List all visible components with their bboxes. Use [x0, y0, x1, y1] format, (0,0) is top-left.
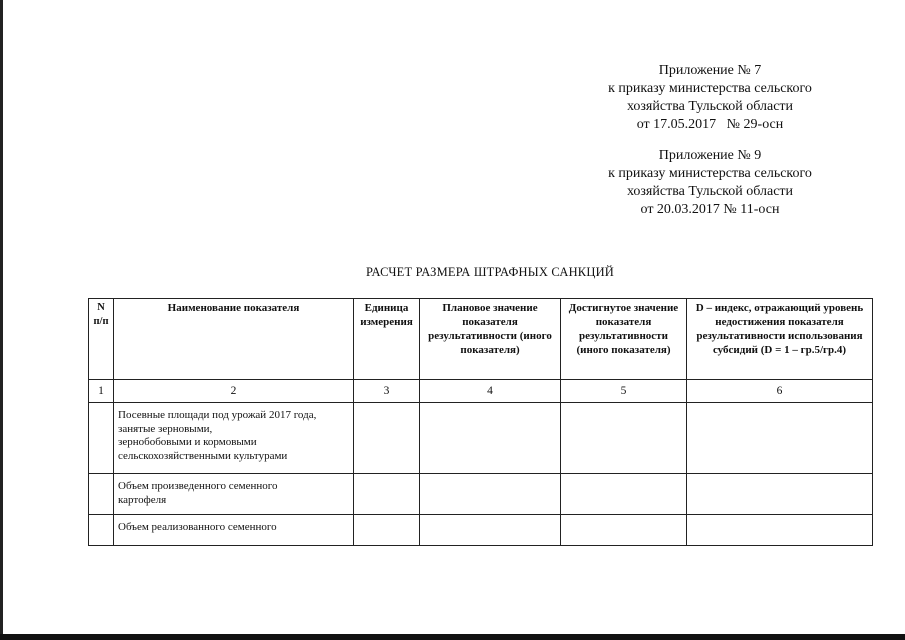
column-number: 2	[114, 380, 354, 403]
document-title: РАСЧЕТ РАЗМЕРА ШТРАФНЫХ САНКЦИЙ	[365, 265, 615, 279]
planned-value-cell	[420, 403, 561, 474]
approval-block-appendix-9	[560, 147, 860, 219]
d-index-cell	[687, 403, 873, 474]
column-number: 3	[354, 380, 420, 403]
indicator-name-line: Объем реализованного семенного	[118, 521, 277, 533]
header-indicator-name: Наименование показателя	[114, 299, 354, 380]
column-number: 6	[687, 380, 873, 403]
row-number-cell	[89, 403, 114, 474]
indicator-name-line: Объем произведенного семенного	[118, 480, 278, 492]
column-number: 5	[561, 380, 687, 403]
approval-line: от 20.03.2017 № 11-осн	[640, 202, 780, 217]
unit-cell	[354, 515, 420, 546]
header-achieved-value: Достигнутое значение показателя результативности (иного показателя)	[561, 299, 687, 380]
header-number: N п/п	[89, 299, 114, 380]
approval-line: хозяйства Тульской области	[626, 184, 794, 199]
d-index-cell	[687, 515, 873, 546]
indicator-name-cell	[114, 474, 354, 515]
approval-line: к приказу министерства сельского	[608, 166, 812, 181]
indicator-name-line: Посевные площади под урожай 2017 года,	[118, 409, 317, 421]
achieved-value-cell	[561, 515, 687, 546]
indicator-name-line: занятые зерновыми,	[118, 422, 213, 435]
unit-cell	[354, 403, 420, 474]
approval-line: Приложение № 7	[658, 63, 762, 78]
planned-value-cell	[420, 515, 561, 546]
page-bottom-edge	[0, 634, 905, 640]
column-number: 1	[89, 380, 114, 403]
achieved-value-cell	[561, 474, 687, 515]
table-row	[89, 474, 873, 515]
indicator-name-cell	[114, 515, 354, 546]
page-left-edge	[0, 0, 3, 640]
sanctions-table	[88, 298, 873, 546]
approval-line: Приложение № 9	[658, 148, 762, 163]
row-number-cell	[89, 515, 114, 546]
planned-value-cell	[420, 474, 561, 515]
indicator-name-line: сельскохозяйственными культурами	[118, 449, 288, 462]
header-planned-value: Плановое значение показателя результативности (иного показателя)	[420, 299, 561, 380]
header-d-index: D – индекс, отражающий уровень недостижения показателя результативности использования субсидий (D = 1 – гр.5/гр.4)	[687, 299, 873, 380]
table-row	[89, 515, 873, 546]
header-unit: Единица измерения	[354, 299, 420, 380]
indicator-name-cell	[114, 403, 354, 474]
unit-cell	[354, 474, 420, 515]
achieved-value-cell	[561, 403, 687, 474]
approval-line: к приказу министерства сельского	[608, 81, 812, 96]
indicator-name-line: картофеля	[118, 493, 167, 506]
row-number-cell	[89, 474, 114, 515]
column-number-row	[89, 380, 873, 403]
column-number: 4	[420, 380, 561, 403]
table-header-row	[89, 299, 873, 380]
indicator-name-line: зернобобовыми и кормовыми	[118, 436, 257, 448]
approval-block-appendix-7	[560, 62, 860, 134]
table-row	[89, 403, 873, 474]
d-index-cell	[687, 474, 873, 515]
approval-line: хозяйства Тульской области	[626, 99, 794, 114]
approval-line: от 17.05.2017 № 29-осн	[636, 117, 784, 132]
